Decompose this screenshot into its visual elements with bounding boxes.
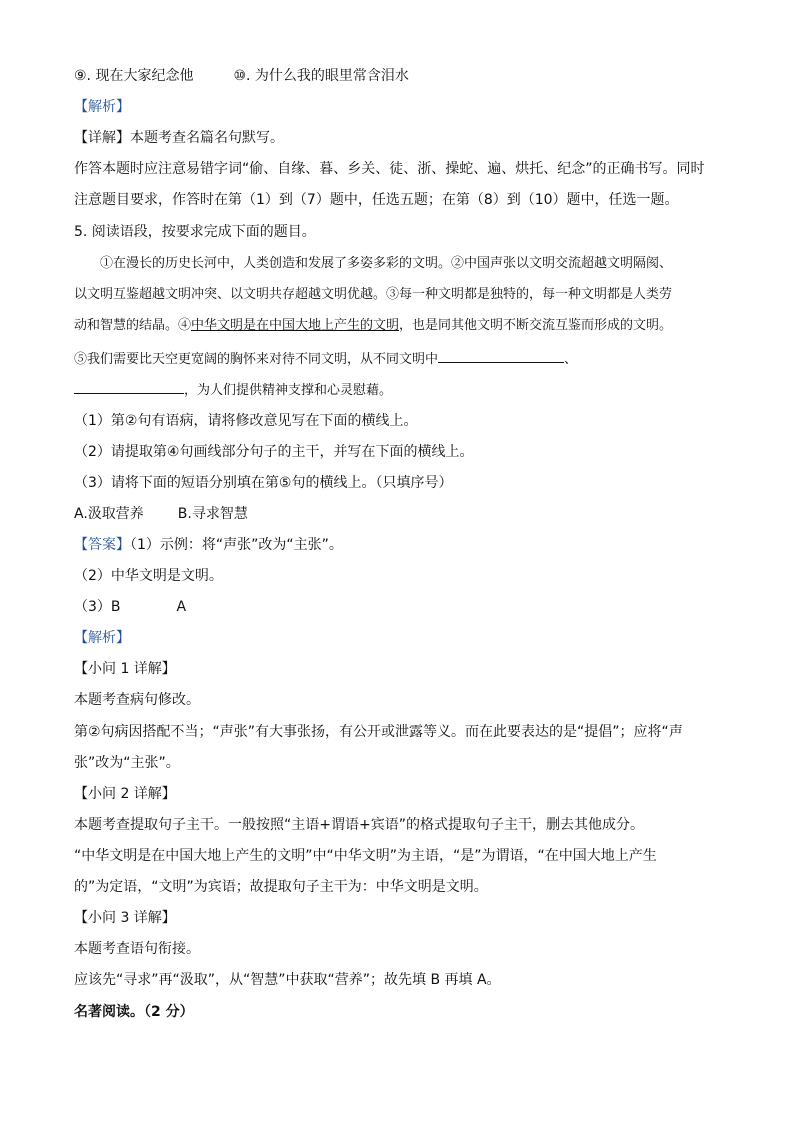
subsection-heading: 【小问 1 详解】	[74, 661, 176, 677]
options-row	[74, 504, 248, 524]
answer-label: 【答案】	[74, 537, 130, 553]
q4-items-row	[74, 66, 409, 86]
answer-3-first: （3）B	[74, 599, 121, 615]
answer-3-second: A	[176, 599, 187, 615]
detail-line: 【详解】本题考查名篇名句默写。	[74, 130, 284, 146]
passage-fragment: 动和智慧的结晶。④	[74, 318, 192, 333]
body-line: 注意题目要求，作答时在第（1）到（7）题中，任选五题；在第（8）到（10）题中，任选一题。	[74, 192, 679, 208]
body-line: 作答本题时应注意易错字词“偷、自缘、暮、乡关、徒、浙、操蛇、遍、烘托、纪念”的正确书写。同时	[74, 161, 705, 177]
answer-blank	[438, 348, 564, 363]
answer-line	[74, 535, 343, 555]
sub-question-2: （2）请提取第④句画线部分句子的主干，并写在下面的横线上。	[74, 444, 474, 460]
body-line: 本题考查语句衔接。	[74, 941, 200, 957]
section-heading: 名著阅读。（2 分）	[74, 1004, 194, 1020]
option-a: A.汲取营养	[74, 506, 144, 522]
analysis-heading: 【解析】	[74, 99, 130, 115]
underlined-sentence: 中华文明是在中国大地上产生的文明	[191, 318, 400, 333]
analysis-heading: 【解析】	[74, 630, 130, 646]
passage-fragment: ，为人们提供精神支撑和心灵慰藉。	[184, 383, 393, 398]
item-9: ⑨. 现在大家纪念他	[74, 68, 194, 84]
passage-fragment: 、	[564, 352, 578, 367]
question-stem: 5. 阅读语段，按要求完成下面的题目。	[74, 224, 316, 240]
answer-blank	[74, 379, 184, 394]
passage-line	[74, 379, 392, 401]
sub-question-3: （3）请将下面的短语分别填在第⑤句的横线上。（只填序号）	[74, 475, 453, 491]
passage-line: 以文明互鉴超越文明冲突、以文明共存超越文明优越。③每一种文明都是独特的，每一种文明都是人类劳	[74, 287, 673, 302]
subsection-heading: 【小问 3 详解】	[74, 910, 176, 926]
body-line: 本题考查病句修改。	[74, 692, 200, 708]
answer-3	[74, 597, 186, 617]
passage-line: ①在漫长的历史长河中，人类创造和发展了多姿多彩的文明。②中国声张以文明交流超越文明隔阂、	[100, 256, 673, 271]
subsection-heading: 【小问 2 详解】	[74, 786, 176, 802]
body-line: 的”为定语，“文明”为宾语；故提取句子主干为：中华文明是文明。	[74, 879, 488, 895]
body-line: 第②句病因搭配不当；“声张”有大事张扬，有公开或泄露等义。而在此要表达的是“提倡”；应将“声	[74, 724, 683, 740]
item-10: ⑩. 为什么我的眼里常含泪水	[233, 68, 409, 84]
body-line: 本题考查提取句子主干。一般按照“主语+谓语+宾语”的格式提取句子主干，删去其他成分。	[74, 817, 644, 833]
body-line: 应该先“寻求”再“汲取”，从“智慧”中获取“营养”；故先填 B 再填 A。	[74, 972, 501, 988]
passage-line	[74, 316, 672, 336]
body-line: 张”改为“主张”。	[74, 755, 180, 771]
answer-1: （1）示例：将“声张”改为“主张”。	[130, 537, 343, 553]
body-line: “中华文明是在中国大地上产生的文明”中“中华文明”为主语，“是”为谓语，“在中国大地上产生	[74, 848, 657, 864]
answer-2: （2）中华文明是文明。	[74, 568, 223, 584]
option-b: B.寻求智慧	[177, 506, 248, 522]
sub-question-1: （1）第②句有语病，请将修改意见写在下面的横线上。	[74, 413, 418, 429]
passage-fragment: ，也是同其他文明不断交流互鉴而形成的文明。	[399, 318, 673, 333]
passage-fragment: ⑤我们需要比天空更宽阔的胸怀来对待不同文明，从不同文明中	[74, 352, 439, 367]
passage-line	[74, 348, 577, 370]
